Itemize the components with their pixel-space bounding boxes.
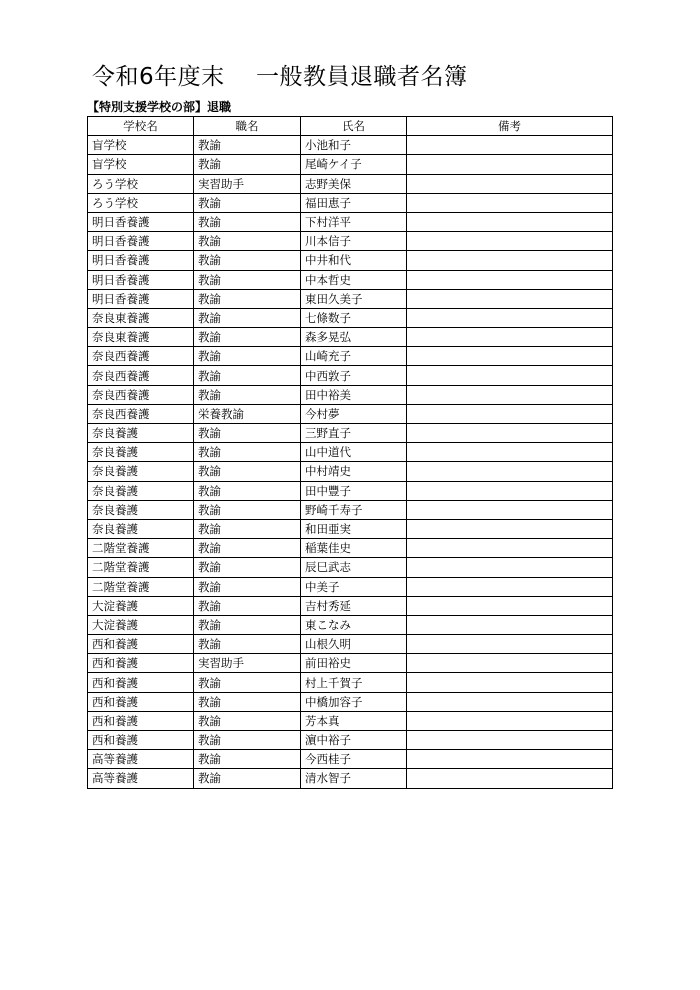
cell-title: 教諭 [194, 731, 301, 750]
table-row [88, 232, 613, 251]
cell-title: 教諭 [194, 481, 301, 500]
table-row [88, 500, 613, 519]
cell-notes [407, 232, 613, 251]
cell-school: 高等養護 [88, 750, 194, 769]
cell-school: 大淀養護 [88, 596, 194, 615]
table-row [88, 654, 613, 673]
cell-school: 奈良養護 [88, 462, 194, 481]
cell-title: 教諭 [194, 692, 301, 711]
table-body [88, 136, 613, 788]
cell-school: 西和養護 [88, 673, 194, 692]
cell-notes [407, 270, 613, 289]
table-row [88, 539, 613, 558]
table-row [88, 136, 613, 155]
cell-name: 三野直子 [301, 424, 407, 443]
cell-notes [407, 500, 613, 519]
cell-notes [407, 750, 613, 769]
cell-name: 中西敦子 [301, 366, 407, 385]
cell-name: 福田恵子 [301, 193, 407, 212]
cell-title: 教諭 [194, 385, 301, 404]
cell-notes [407, 366, 613, 385]
table-row [88, 443, 613, 462]
table-row [88, 155, 613, 174]
cell-title: 教諭 [194, 711, 301, 730]
cell-title: 教諭 [194, 519, 301, 538]
cell-school: 奈良養護 [88, 481, 194, 500]
cell-notes [407, 347, 613, 366]
cell-notes [407, 136, 613, 155]
table-row [88, 347, 613, 366]
cell-school: ろう学校 [88, 193, 194, 212]
cell-name: 田中裕美 [301, 385, 407, 404]
cell-title: 教諭 [194, 769, 301, 788]
cell-title: 教諭 [194, 270, 301, 289]
cell-notes [407, 385, 613, 404]
cell-name: 七條数子 [301, 308, 407, 327]
cell-name: 村上千賀子 [301, 673, 407, 692]
cell-name: 辰巳武志 [301, 558, 407, 577]
cell-notes [407, 731, 613, 750]
cell-school: 二階堂養護 [88, 558, 194, 577]
cell-name: 今西桂子 [301, 750, 407, 769]
cell-title: 教諭 [194, 328, 301, 347]
cell-notes [407, 654, 613, 673]
cell-title: 教諭 [194, 347, 301, 366]
cell-name: 小池和子 [301, 136, 407, 155]
cell-name: 野崎千寿子 [301, 500, 407, 519]
table-row [88, 193, 613, 212]
table-row [88, 519, 613, 538]
retiree-table [87, 116, 613, 789]
cell-school: 西和養護 [88, 711, 194, 730]
cell-name: 中井和代 [301, 251, 407, 270]
cell-title: 教諭 [194, 136, 301, 155]
cell-school: 二階堂養護 [88, 539, 194, 558]
cell-school: 奈良東養護 [88, 308, 194, 327]
cell-name: 山根久明 [301, 635, 407, 654]
cell-title: 教諭 [194, 596, 301, 615]
table-header-row [88, 117, 613, 136]
cell-title: 教諭 [194, 462, 301, 481]
cell-notes [407, 289, 613, 308]
cell-notes [407, 424, 613, 443]
cell-notes [407, 539, 613, 558]
cell-school: 西和養護 [88, 654, 194, 673]
cell-notes [407, 462, 613, 481]
cell-title: 実習助手 [194, 654, 301, 673]
table-row [88, 270, 613, 289]
table-row [88, 174, 613, 193]
cell-name: 山中道代 [301, 443, 407, 462]
cell-school: 大淀養護 [88, 615, 194, 634]
cell-school: 明日香養護 [88, 289, 194, 308]
cell-title: 教諭 [194, 193, 301, 212]
cell-name: 志野美保 [301, 174, 407, 193]
table-row [88, 577, 613, 596]
cell-name: 山崎充子 [301, 347, 407, 366]
cell-notes [407, 711, 613, 730]
cell-title: 教諭 [194, 308, 301, 327]
table-row [88, 481, 613, 500]
cell-name: 尾崎ケイ子 [301, 155, 407, 174]
cell-school: 明日香養護 [88, 232, 194, 251]
column-header-name: 氏名 [301, 117, 407, 136]
cell-title: 教諭 [194, 251, 301, 270]
table-row [88, 251, 613, 270]
cell-school: 明日香養護 [88, 212, 194, 231]
cell-title: 教諭 [194, 577, 301, 596]
cell-title: 教諭 [194, 558, 301, 577]
cell-school: 奈良養護 [88, 500, 194, 519]
cell-name: 清水智子 [301, 769, 407, 788]
cell-notes [407, 193, 613, 212]
table-row [88, 212, 613, 231]
cell-title: 教諭 [194, 673, 301, 692]
cell-name: 吉村秀延 [301, 596, 407, 615]
cell-name: 濵中裕子 [301, 731, 407, 750]
table-row [88, 366, 613, 385]
cell-title: 教諭 [194, 289, 301, 308]
cell-title: 教諭 [194, 635, 301, 654]
cell-title: 教諭 [194, 539, 301, 558]
cell-title: 教諭 [194, 366, 301, 385]
cell-name: 稲葉佳史 [301, 539, 407, 558]
table-row [88, 404, 613, 423]
cell-school: 明日香養護 [88, 270, 194, 289]
cell-school: 奈良西養護 [88, 366, 194, 385]
cell-school: 奈良養護 [88, 443, 194, 462]
cell-notes [407, 519, 613, 538]
cell-name: 東こなみ [301, 615, 407, 634]
table-row [88, 558, 613, 577]
cell-name: 中村靖史 [301, 462, 407, 481]
table-row [88, 731, 613, 750]
cell-name: 森多晃弘 [301, 328, 407, 347]
table-row [88, 692, 613, 711]
cell-school: 奈良西養護 [88, 385, 194, 404]
cell-title: 教諭 [194, 750, 301, 769]
cell-notes [407, 558, 613, 577]
table-row [88, 462, 613, 481]
cell-title: 教諭 [194, 500, 301, 519]
table-row [88, 289, 613, 308]
table-row [88, 635, 613, 654]
cell-title: 教諭 [194, 232, 301, 251]
cell-school: 奈良養護 [88, 424, 194, 443]
table-row [88, 769, 613, 788]
cell-notes [407, 155, 613, 174]
cell-name: 中美子 [301, 577, 407, 596]
cell-title: 教諭 [194, 443, 301, 462]
cell-name: 和田亜実 [301, 519, 407, 538]
cell-name: 川本信子 [301, 232, 407, 251]
cell-notes [407, 615, 613, 634]
cell-school: 奈良養護 [88, 519, 194, 538]
cell-name: 田中豐子 [301, 481, 407, 500]
cell-name: 芳本真 [301, 711, 407, 730]
cell-notes [407, 251, 613, 270]
cell-notes [407, 308, 613, 327]
cell-school: 西和養護 [88, 635, 194, 654]
cell-title: 教諭 [194, 212, 301, 231]
cell-notes [407, 692, 613, 711]
section-heading: 【特別支援学校の部】退職 [87, 100, 232, 114]
cell-title: 栄養教諭 [194, 404, 301, 423]
cell-school: 奈良西養護 [88, 347, 194, 366]
cell-notes [407, 635, 613, 654]
cell-title: 教諭 [194, 615, 301, 634]
cell-title: 教諭 [194, 155, 301, 174]
cell-title: 実習助手 [194, 174, 301, 193]
cell-notes [407, 174, 613, 193]
table-row [88, 328, 613, 347]
cell-school: 高等養護 [88, 769, 194, 788]
table-row [88, 385, 613, 404]
cell-notes [407, 769, 613, 788]
cell-school: 西和養護 [88, 731, 194, 750]
table-row [88, 308, 613, 327]
column-header-school: 学校名 [88, 117, 194, 136]
cell-notes [407, 443, 613, 462]
column-header-title: 職名 [194, 117, 301, 136]
cell-notes [407, 212, 613, 231]
table-row [88, 424, 613, 443]
table-row [88, 711, 613, 730]
cell-name: 東田久美子 [301, 289, 407, 308]
cell-name: 中本哲史 [301, 270, 407, 289]
cell-school: ろう学校 [88, 174, 194, 193]
cell-school: 奈良西養護 [88, 404, 194, 423]
cell-school: 二階堂養護 [88, 577, 194, 596]
cell-school: 明日香養護 [88, 251, 194, 270]
cell-name: 中橋加容子 [301, 692, 407, 711]
cell-notes [407, 673, 613, 692]
document-title: 令和6年度末 一般教員退職者名簿 [92, 64, 468, 90]
cell-school: 盲学校 [88, 136, 194, 155]
cell-notes [407, 404, 613, 423]
table-row [88, 750, 613, 769]
cell-name: 今村夢 [301, 404, 407, 423]
cell-school: 奈良東養護 [88, 328, 194, 347]
cell-school: 西和養護 [88, 692, 194, 711]
table-row [88, 596, 613, 615]
table-row [88, 673, 613, 692]
table-row [88, 615, 613, 634]
cell-school: 盲学校 [88, 155, 194, 174]
cell-notes [407, 481, 613, 500]
cell-notes [407, 577, 613, 596]
cell-title: 教諭 [194, 424, 301, 443]
column-header-notes: 備考 [407, 117, 613, 136]
cell-name: 下村洋平 [301, 212, 407, 231]
cell-notes [407, 328, 613, 347]
cell-notes [407, 596, 613, 615]
cell-name: 前田裕史 [301, 654, 407, 673]
